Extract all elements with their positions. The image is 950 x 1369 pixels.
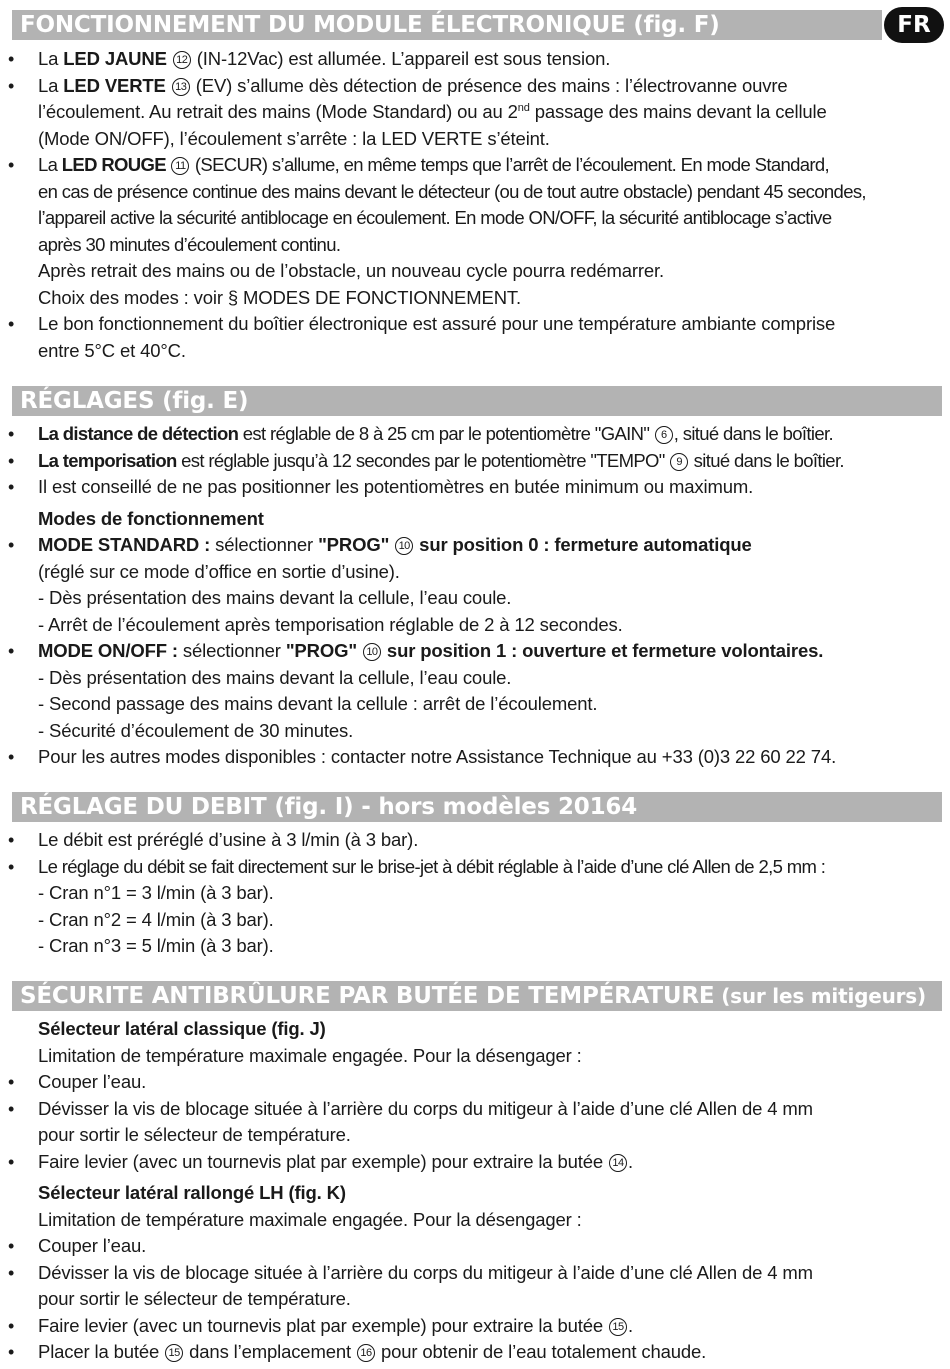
list-item: • La LED JAUNE 12 (IN-12Vac) est allumée. L’appareil est sous tension.	[0, 46, 950, 73]
subheading: Sélecteur latéral classique (fig. J)	[38, 1018, 326, 1039]
text-line: - Cran n°1 = 3 l/min (à 3 bar).	[38, 882, 274, 903]
list-item: • Faire levier (avec un tournevis plat par exemple) pour extraire la butée 14 .	[0, 1149, 950, 1176]
text-line: - Cran n°2 = 4 l/min (à 3 bar).	[38, 908, 274, 930]
section-title-anti-scald	[12, 981, 942, 1011]
section-title-settings	[12, 386, 942, 416]
list-item: • La LED ROUGE 11 (SECUR) s’allume, en même temps que l’arrêt de l’écoulement. En mode Standard,	[0, 152, 950, 179]
callout-number: 10	[395, 537, 413, 555]
text-line: Limitation de température maximale engagée. Pour la désengager :	[38, 1044, 582, 1066]
subheading: Sélecteur latéral rallongé LH (fig. K)	[38, 1182, 346, 1203]
text-line: - Second passage des mains devant la cellule : arrêt de l’écoulement.	[38, 693, 598, 714]
section-settings	[0, 421, 950, 771]
section-title-flow-rate	[12, 792, 942, 822]
text-line: - Arrêt de l’écoulement après temporisation réglable de 2 à 12 secondes.	[38, 613, 623, 635]
callout-number: 10	[363, 643, 381, 661]
text-line: Après retrait des mains ou de l’obstacle, un nouveau cycle pourra redémarrer.	[38, 260, 665, 281]
language-badge: FR	[884, 7, 944, 43]
text-line: entre 5°C et 40°C.	[38, 339, 186, 361]
text-line: après 30 minutes d’écoulement continu.	[38, 233, 341, 255]
list-item: • Dévisser la vis de blocage située à l’arrière du corps du mitigeur à l’aide d’une clé Allen de 4 mm	[0, 1260, 950, 1287]
callout-number: 11	[171, 157, 189, 175]
list-item: • La temporisation est réglable jusqu’à 12 secondes par le potentiomètre "TEMPO" 9 situé dans le boîtier.	[0, 448, 950, 475]
callout-number: 16	[357, 1344, 375, 1362]
list-item: • Placer la butée 15 dans l’emplacement 16 pour obtenir de l’eau totalement chaude.	[0, 1339, 950, 1366]
list-item: • Le débit est préréglé d’usine à 3 l/min (à 3 bar).	[0, 827, 950, 854]
section-electronic-module	[0, 46, 950, 364]
text-line: pour sortir le sélecteur de température.	[38, 1288, 351, 1309]
list-item: • MODE ON/OFF : sélectionner "PROG" 10 sur position 1 : ouverture et fermeture volontaires.	[0, 638, 950, 665]
callout-number: 6	[655, 426, 673, 444]
text-line: - Dès présentation des mains devant la cellule, l’eau coule.	[38, 587, 512, 608]
list-item: • La LED VERTE 13 (EV) s’allume dès détection de présence des mains : l’électrovanne ouvre	[0, 73, 950, 100]
text-line: (réglé sur ce mode d’office en sortie d’usine).	[38, 560, 400, 582]
callout-number: 13	[172, 78, 190, 96]
list-item: • Le réglage du débit se fait directement sur le brise-jet à débit réglable à l’aide d’une clé Allen de 2,5 mm :	[0, 854, 950, 881]
text-line: en cas de présence continue des mains devant le détecteur (ou de tout autre obstacle) pendant 45 secondes,	[38, 180, 866, 202]
list-item: • Il est conseillé de ne pas positionner les potentiomètres en butée minimum ou maximum.	[0, 474, 950, 501]
list-item: • Pour les autres modes disponibles : contacter notre Assistance Technique au +33 (0)3 22 60 22 74.	[0, 744, 950, 771]
text-line: - Cran n°3 = 5 l/min (à 3 bar).	[38, 935, 274, 956]
list-item: • MODE STANDARD : sélectionner "PROG" 10 sur position 0 : fermeture automatique	[0, 532, 950, 559]
text-line: - Sécurité d’écoulement de 30 minutes.	[38, 719, 354, 741]
section-title-suffix: - hors modèles 20164	[353, 794, 638, 820]
list-item: • La distance de détection est réglable de 8 à 25 cm par le potentiomètre "GAIN" 6 , situé dans le boîtier.	[0, 421, 950, 448]
text-line: Limitation de température maximale engagée. Pour la désengager :	[38, 1208, 582, 1230]
callout-number: 14	[609, 1154, 627, 1172]
text-line: (Mode ON/OFF), l’écoulement s’arrête : la LED VERTE s’éteint.	[38, 127, 550, 149]
section-title-suffix: (sur les mitigeurs)	[714, 984, 926, 1008]
callout-number: 9	[670, 453, 688, 471]
callout-number: 15	[609, 1318, 627, 1336]
section-anti-scald	[0, 1016, 950, 1366]
text-line: l’écoulement. Au retrait des mains (Mode Standard) ou au 2nd passage des mains devant la cellule	[38, 101, 827, 122]
section-title-text: RÉGLAGE DU DEBIT (fig. I)	[20, 794, 354, 820]
text-line: Choix des modes : voir § MODES DE FONCTIONNEMENT.	[38, 286, 521, 308]
list-item: • Faire levier (avec un tournevis plat par exemple) pour extraire la butée 15 .	[0, 1313, 950, 1340]
list-item: • Couper l’eau.	[0, 1233, 950, 1260]
text-line: pour sortir le sélecteur de température.	[38, 1124, 351, 1145]
section-title-electronic-module	[12, 10, 882, 40]
text-line: - Dès présentation des mains devant la cellule, l’eau coule.	[38, 666, 512, 688]
section-title-text: FONCTIONNEMENT DU MODULE ÉLECTRONIQUE (fig. F)	[20, 12, 720, 38]
section-title-text: SÉCURITE ANTIBRÛLURE PAR BUTÉE DE TEMPÉRATURE	[20, 983, 715, 1009]
section-title-text: RÉGLAGES (fig. E)	[20, 388, 249, 414]
section-flow-rate	[0, 827, 950, 960]
text-line: l’appareil active la sécurité antiblocage en écoulement. En mode ON/OFF, la sécurité antiblocage s’active	[38, 207, 832, 228]
callout-number: 15	[165, 1344, 183, 1362]
list-item: • Couper l’eau.	[0, 1069, 950, 1096]
callout-number: 12	[173, 51, 191, 69]
list-item: • Dévisser la vis de blocage située à l’arrière du corps du mitigeur à l’aide d’une clé Allen de 4 mm	[0, 1096, 950, 1123]
list-item: • Le bon fonctionnement du boîtier électronique est assuré pour une température ambiante comprise	[0, 311, 950, 338]
subheading: Modes de fonctionnement	[38, 507, 264, 529]
